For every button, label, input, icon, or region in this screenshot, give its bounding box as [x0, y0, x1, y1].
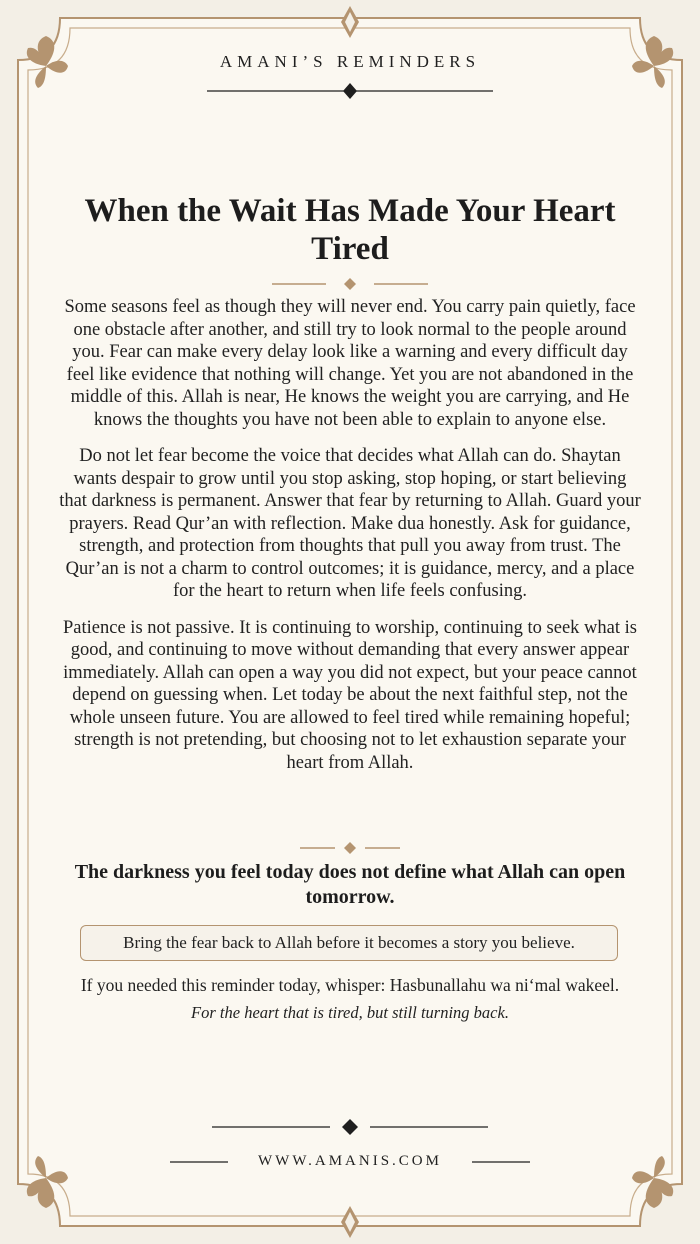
signoff-line: For the heart that is tired, but still turning back. — [191, 1003, 509, 1022]
callout-box: Bring the fear back to Allah before it becomes a story you believe. — [80, 925, 618, 961]
emphasis-quote: The darkness you feel today does not define what Allah can open tomorrow. — [74, 861, 626, 908]
body-paragraph: Patience is not passive. It is continuing to worship, continuing to seek what is good, and continuing to move without demanding that every answer appear immediately. Allah can open a way you did not expect, but your peace cannot depend on guessing when. Let today be about the next faithful step, not the whole unseen future. You are allowed to feel tired while remaining hopeful; strength is not pretending, but choosing not to let exhaustion separate your heart from Allah. — [63, 617, 637, 773]
body-paragraph: Do not let fear become the voice that decides what Allah can do. Shaytan wants despair to grow until you stop asking, stop hoping, or start believing that darkness is permanent. Answer that fear by returning to Allah. Guard your prayers. Read Qur’an with reflection. Make dua honestly. Ask for guidance, strength, and protection from thoughts that pull you away from trust. The Qur’an is not a charm to control outcomes; it is guidance, mercy, and a place for the heart to return when life feels confusing. — [59, 446, 641, 601]
page-title: When the Wait Has Made Your Heart Tired — [84, 193, 616, 267]
whisper-line: If you needed this reminder today, whisper: Hasbunallahu wa ni‘mal wakeel. — [80, 975, 620, 995]
body-paragraph: Some seasons feel as though they will never end. You carry pain quietly, face one obstacle after another, and still try to look normal to the people around you. Fear can make every delay look like a warning and every difficult day feel like evidence that nothing will change. Yet you are not abandoned in the middle of this. Allah is near, He knows the weight you are carrying, and He knows the thoughts you have not been able to explain to anyone else. — [64, 297, 636, 430]
website-link[interactable]: WWW.AMANIS.COM — [258, 1153, 442, 1169]
reminder-body — [58, 296, 642, 788]
brand-header: AMANI’S REMINDERS — [219, 52, 481, 71]
